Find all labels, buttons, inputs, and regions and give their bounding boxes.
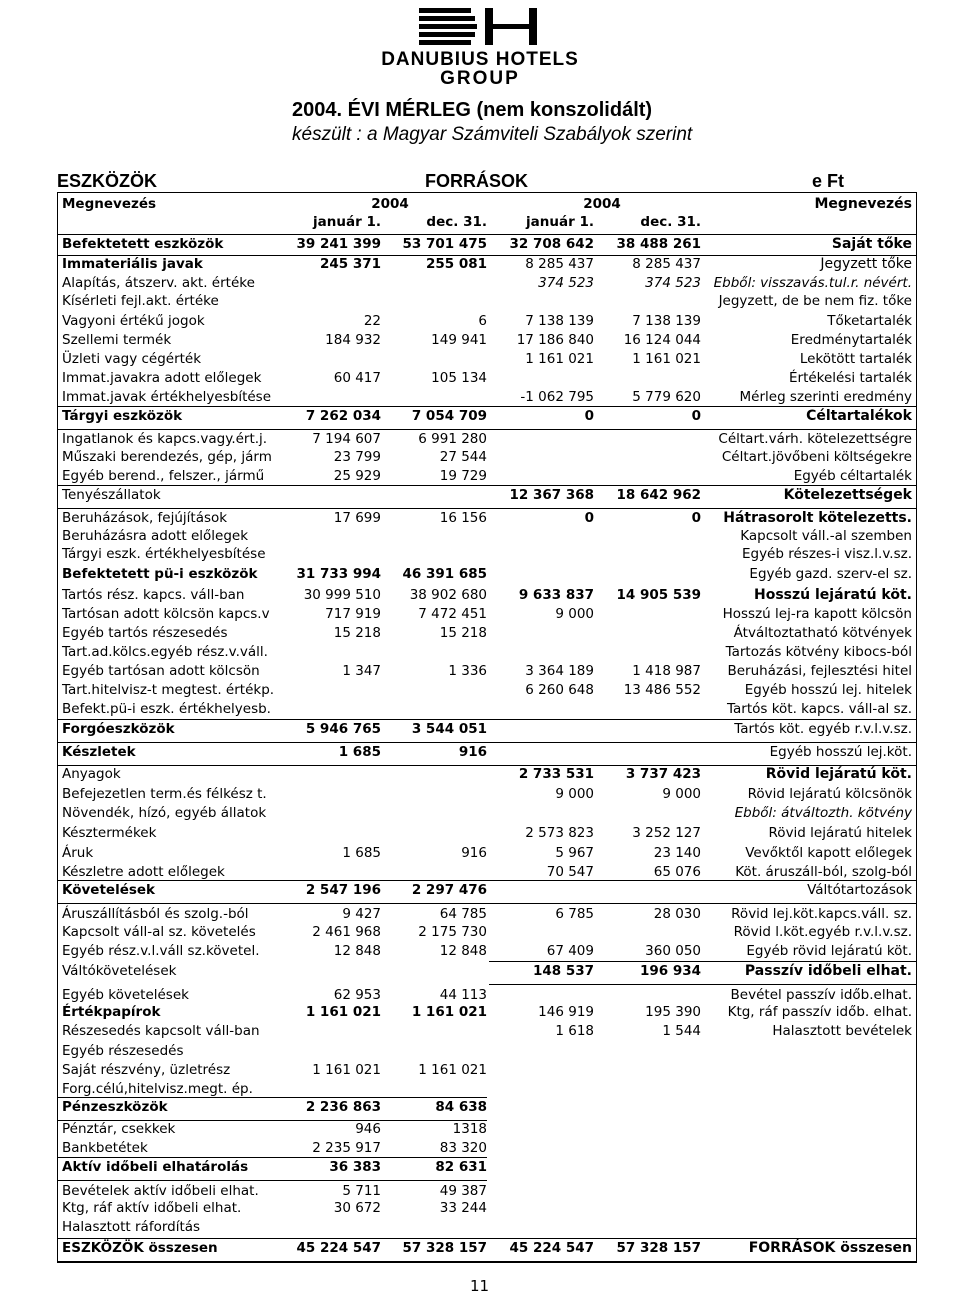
- cell-col5: Egyéb részes-i visz.l.v.sz.: [741, 546, 912, 562]
- cell-col2: 1 336: [448, 663, 487, 679]
- cell-col4: 28 030: [653, 906, 701, 922]
- cell-col3: 70 547: [546, 864, 594, 880]
- cell-col5: Eredménytartalék: [790, 332, 912, 348]
- table-row: [57, 766, 917, 784]
- cell-col5: Átváltoztatható kötvények: [733, 625, 912, 641]
- cell-col5: Hosszú lejáratú köt.: [754, 587, 912, 603]
- cell-col2: 3 544 051: [411, 721, 487, 737]
- cell-col0: Beruházásra adott előlegek: [62, 528, 249, 544]
- cell-col0: Befejezetlen term.és félkész t.: [62, 786, 267, 802]
- document-title: 2004. ÉVI MÉRLEG (nem konszolidált): [292, 99, 653, 121]
- cell-col0: Késztermékek: [62, 825, 157, 841]
- table-row: [57, 625, 917, 643]
- cell-col1: 2 547 196: [305, 882, 381, 898]
- cell-col2: 1 161 021: [411, 1004, 487, 1020]
- cell-col4: 196 934: [639, 963, 701, 979]
- cell-col1: 946: [355, 1121, 381, 1137]
- liabilities-header: FORRÁSOK: [425, 171, 528, 191]
- cell-col1: 5 946 765: [305, 721, 381, 737]
- table-row: [57, 906, 917, 924]
- cell-col0: Kapcsolt váll-al sz. követelés: [62, 924, 256, 940]
- cell-col0: Ktg, ráf aktív időbeli elhat.: [62, 1200, 242, 1216]
- table-row: [57, 431, 917, 449]
- table-row: [57, 256, 917, 274]
- table-row: [57, 293, 917, 311]
- cell-col3: 374 523: [538, 275, 594, 291]
- cell-col2: 15 218: [439, 625, 487, 641]
- cell-col0: Értékpapírok: [62, 1004, 161, 1020]
- cell-col5: Passzív időbeli elhat.: [744, 963, 912, 979]
- cell-col0: Tartós rész. kapcs. váll-ban: [62, 587, 245, 603]
- cell-col5: Egyéb hosszú lej.köt.: [769, 744, 912, 760]
- cell-col5: Céltart.várh. kötelezettségre: [718, 431, 912, 447]
- logo-line2: GROUP: [440, 68, 520, 89]
- cell-col1: 22: [363, 313, 381, 329]
- cell-col0: Immat.javak értékhelyesbítése: [62, 389, 272, 405]
- table-row: [57, 987, 917, 1005]
- cell-col0: Váltókövetelések: [62, 963, 177, 979]
- cell-col2: 83 320: [439, 1140, 487, 1156]
- cell-col5: Mérleg szerinti eredmény: [739, 389, 912, 405]
- cell-col3: -1 062 795: [520, 389, 594, 405]
- cell-col5: Értékelési tartalék: [788, 370, 912, 386]
- cell-col0: Részesedés kapcsolt váll-ban: [62, 1023, 260, 1039]
- cell-col0: Készletek: [62, 744, 136, 760]
- cell-col1: 12 848: [333, 943, 381, 959]
- cell-col5: Kötelezettségek: [783, 487, 912, 503]
- table-row: [57, 1099, 917, 1119]
- cell-col3: 9 000: [555, 606, 594, 622]
- cell-col3: 2 733 531: [518, 766, 594, 782]
- cell-col0: Befektetett pü-i eszközök: [62, 566, 258, 582]
- cell-col4: 0: [691, 510, 701, 526]
- cell-col5: Halasztott bevételek: [772, 1023, 912, 1039]
- cell-col4: dec. 31.: [640, 214, 701, 230]
- cell-col2: 2 297 476: [411, 882, 487, 898]
- cell-col3: 8 285 437: [525, 256, 594, 272]
- cell-col5: Egyéb hosszú lej. hitelek: [744, 682, 912, 698]
- table-row: [57, 744, 917, 764]
- table-row: [57, 1240, 917, 1260]
- cell-col0: Egyéb követelések: [62, 987, 189, 1003]
- table-row: [57, 1200, 917, 1218]
- cell-col1: 7 262 034: [305, 408, 381, 424]
- cell-col0: Növendék, hízó, egyéb állatok: [62, 805, 267, 821]
- cell-col1: 1 685: [342, 845, 381, 861]
- cell-col1: 25 929: [333, 468, 381, 484]
- cell-col5: Céltart.jövőbeni költségekre: [721, 449, 912, 465]
- cell-col0: Kísérleti fejl.akt. értéke: [62, 293, 219, 309]
- cell-col5: Rövid lej.köt.kapcs.váll. sz.: [731, 906, 912, 922]
- cell-col0: Egyéb részesedés: [62, 1043, 184, 1059]
- cell-col0: Aktív időbeli elhatárolás: [62, 1159, 249, 1175]
- cell-col0: Alapítás, átszerv. akt. értéke: [62, 275, 255, 291]
- table-row: [57, 468, 917, 486]
- cell-col5: Rövid l.köt.egyéb r.v.l.v.sz.: [733, 924, 912, 940]
- cell-col1: 15 218: [333, 625, 381, 641]
- table-row: [57, 1023, 917, 1041]
- cell-col2: 33 244: [439, 1200, 487, 1216]
- cell-col0: Tenyészállatok: [62, 487, 161, 503]
- table-row: [57, 449, 917, 467]
- cell-col5: Bevétel passzív időb.elhat.: [730, 987, 912, 1003]
- cell-col3: 7 138 139: [525, 313, 594, 329]
- cell-col5: Megnevezés: [814, 196, 912, 212]
- cell-col2: 149 941: [431, 332, 487, 348]
- cell-col3: 1 161 021: [525, 351, 594, 367]
- table-row: [57, 196, 917, 214]
- cell-col0: Halasztott ráfordítás: [62, 1219, 201, 1235]
- cell-col2: 49 387: [439, 1183, 487, 1199]
- cell-col2: 6 991 280: [418, 431, 487, 447]
- cell-col1: 184 932: [325, 332, 381, 348]
- cell-col4: 57 328 157: [616, 1240, 701, 1256]
- table-row: [57, 805, 917, 823]
- cell-col0: Tart.ad.kölcs.egyéb rész.v.váll.: [62, 644, 268, 660]
- cell-col1: 1 685: [338, 744, 381, 760]
- table-row: [57, 924, 917, 942]
- cell-col1: 1 347: [342, 663, 381, 679]
- table-row: [57, 786, 917, 804]
- cell-col5: Ebből: visszavás.tul.r. névért.: [713, 275, 912, 291]
- cell-col3: 17 186 840: [516, 332, 594, 348]
- cell-col3: 9 000: [555, 786, 594, 802]
- cell-col0: Egyéb berend., felszer., jármű: [62, 468, 265, 484]
- cell-col2: dec. 31.: [426, 214, 487, 230]
- table-row: [57, 275, 917, 293]
- cell-col0: Befektetett eszközök: [62, 236, 224, 252]
- cell-col5: Egyéb rövid lejáratú köt.: [746, 943, 912, 959]
- table-row: [57, 370, 917, 388]
- table-row: [57, 1062, 917, 1080]
- table-row: [57, 236, 917, 254]
- cell-col3: 6 785: [555, 906, 594, 922]
- table-row: [57, 1121, 917, 1139]
- cell-col3: 67 409: [546, 943, 594, 959]
- cell-col0: Egyéb tartósan adott kölcsön: [62, 663, 260, 679]
- table-row: [57, 528, 917, 546]
- row-rule: [57, 406, 917, 430]
- cell-col5: Rövid lejáratú kölcsönök: [747, 786, 912, 802]
- cell-col5: Beruházási, fejlesztési hitel: [727, 663, 912, 679]
- cell-col0: Megnevezés: [62, 196, 157, 212]
- cell-col2: 57 328 157: [402, 1240, 487, 1256]
- cell-col1: 717 919: [325, 606, 381, 622]
- table-row: [57, 408, 917, 428]
- cell-col0: Szellemi termék: [62, 332, 172, 348]
- cell-col3: 32 708 642: [509, 236, 594, 252]
- cell-col5: Vevőktől kapott előlegek: [745, 845, 912, 861]
- cell-col3: 148 537: [532, 963, 594, 979]
- cell-col3: 9 633 837: [518, 587, 594, 603]
- cell-col5: Rövid lejáratú köt.: [765, 766, 912, 782]
- cell-col5: Jegyzett tőke: [820, 256, 912, 272]
- cell-col2: 44 113: [439, 987, 487, 1003]
- cell-col4: 9 000: [662, 786, 701, 802]
- cell-col3: 6 260 648: [525, 682, 594, 698]
- cell-col1: 245 371: [319, 256, 381, 272]
- cell-col4: 7 138 139: [632, 313, 701, 329]
- cell-col4: 1 418 987: [632, 663, 701, 679]
- table-row: [57, 845, 917, 863]
- cell-col2: 27 544: [439, 449, 487, 465]
- cell-col0: Műszaki berendezés, gép, járm: [62, 449, 272, 465]
- table-row: [57, 566, 917, 586]
- cell-col0: Követelések: [62, 882, 156, 898]
- cell-col1: 31 733 994: [296, 566, 381, 582]
- cell-col5: Egyéb gazd. szerv-el sz.: [749, 566, 912, 582]
- cell-col3: 0: [584, 408, 594, 424]
- cell-col4: 16 124 044: [623, 332, 701, 348]
- cell-col2: 64 785: [439, 906, 487, 922]
- cell-col4: 5 779 620: [632, 389, 701, 405]
- cell-col2: 84 638: [435, 1099, 487, 1115]
- cell-col2: 12 848: [439, 943, 487, 959]
- table-row: [57, 1183, 917, 1201]
- cell-col0: Egyéb tartós részesedés: [62, 625, 228, 641]
- cell-col0: Immat.javakra adott előlegek: [62, 370, 262, 386]
- cell-col0: Forgóeszközök: [62, 721, 175, 737]
- cell-col2: 1 161 021: [418, 1062, 487, 1078]
- cell-col0: Beruházások, fejújítások: [62, 510, 228, 526]
- cell-col0: Egyéb rész.v.l.váll sz.követel.: [62, 943, 260, 959]
- assets-header: ESZKÖZÖK: [57, 171, 158, 191]
- cell-col5: Ebből: átváltozth. kötvény: [734, 805, 912, 821]
- cell-col0: Anyagok: [62, 766, 121, 782]
- cell-col2: 105 134: [431, 370, 487, 386]
- table-row: [57, 644, 917, 662]
- table-row: [57, 332, 917, 350]
- cell-col1: 62 953: [333, 987, 381, 1003]
- table-row: [57, 663, 917, 681]
- cell-col2: 916: [461, 845, 487, 861]
- cell-col4: 2004: [583, 196, 621, 212]
- cell-col5: Köt. áruszáll-ból, szolg-ból: [735, 864, 912, 880]
- cell-col3: 2 573 823: [525, 825, 594, 841]
- cell-col0: Ingatlanok és kapcs.vagy.ért.j.: [62, 431, 268, 447]
- cell-col4: 13 486 552: [623, 682, 701, 698]
- page-number: 11: [470, 1277, 490, 1295]
- cell-col4: 195 390: [645, 1004, 701, 1020]
- cell-col2: 2004: [371, 196, 409, 212]
- cell-col0: Bankbetétek: [62, 1140, 148, 1156]
- cell-col4: 8 285 437: [632, 256, 701, 272]
- cell-col5: Hosszú lej-ra kapott kölcsön: [722, 606, 912, 622]
- cell-col4: 38 488 261: [616, 236, 701, 252]
- table-row: [57, 587, 917, 605]
- cell-col3: 3 364 189: [525, 663, 594, 679]
- cell-col4: 0: [691, 408, 701, 424]
- cell-col3: 146 919: [538, 1004, 594, 1020]
- cell-col3: 1 618: [555, 1023, 594, 1039]
- cell-col3: 12 367 368: [509, 487, 594, 503]
- cell-col0: Áruk: [62, 845, 94, 861]
- table-row: [57, 1159, 917, 1179]
- cell-col0: Készletre adott előlegek: [62, 864, 225, 880]
- cell-col2: 82 631: [435, 1159, 487, 1175]
- cell-col4: 3 737 423: [625, 766, 701, 782]
- cell-col0: Saját részvény, üzletrész: [62, 1062, 231, 1078]
- cell-col0: Tárgyi eszk. értékhelyesbítése: [62, 546, 266, 562]
- cell-col0: Pénztár, csekkek: [62, 1121, 176, 1137]
- cell-col0: Immateriális javak: [62, 256, 203, 272]
- table-row: [57, 882, 917, 902]
- cell-col1: 39 241 399: [296, 236, 381, 252]
- company-logo: [360, 6, 600, 90]
- cell-col1: 2 461 968: [312, 924, 381, 940]
- table-row: [57, 701, 917, 719]
- table-row: [57, 1219, 917, 1237]
- cell-col5: Saját tőke: [831, 236, 912, 252]
- cell-col5: Ktg, ráf passzív időb. elhat.: [727, 1004, 912, 1020]
- cell-col5: Tőketartalék: [827, 313, 912, 329]
- unit-header: e Ft: [812, 171, 845, 191]
- cell-col5: Céltartalékok: [806, 408, 912, 424]
- cell-col4: 3 252 127: [632, 825, 701, 841]
- table-row: [57, 546, 917, 564]
- table-row: [57, 943, 917, 961]
- cell-col4: 14 905 539: [616, 587, 701, 603]
- cell-col5: Váltótartozások: [807, 882, 912, 898]
- table-row: [57, 963, 917, 983]
- document-subtitle: készült : a Magyar Számviteli Szabályok szerint: [292, 124, 693, 145]
- table-row: [57, 1043, 917, 1061]
- cell-col4: 18 642 962: [616, 487, 701, 503]
- table-row: [57, 351, 917, 369]
- cell-col1: 23 799: [333, 449, 381, 465]
- cell-col2: 7 054 709: [411, 408, 487, 424]
- table-row: [57, 721, 917, 741]
- cell-col0: Áruszállításból és szolg.-ból: [62, 906, 249, 922]
- cell-col2: 2 175 730: [418, 924, 487, 940]
- cell-col0: Befekt.pü-i eszk. értékhelyesb.: [62, 701, 271, 717]
- cell-col3: 45 224 547: [509, 1240, 594, 1256]
- cell-col4: 374 523: [645, 275, 701, 291]
- cell-col4: 65 076: [653, 864, 701, 880]
- cell-col2: 7 472 451: [418, 606, 487, 622]
- cell-col1: 9 427: [342, 906, 381, 922]
- cell-col0: Vagyoni értékű jogok: [62, 313, 205, 329]
- cell-col0: ESZKÖZÖK összesen: [62, 1240, 218, 1256]
- danubius-logo-icon: [405, 6, 555, 50]
- cell-col0: Forg.célú,hitelvisz.megt. ép.: [62, 1081, 253, 1097]
- row-rule: [57, 880, 917, 904]
- cell-col2: 916: [458, 744, 487, 760]
- cell-col1: 2 236 863: [305, 1099, 381, 1115]
- cell-col1: 7 194 607: [312, 431, 381, 447]
- cell-col1: 60 417: [333, 370, 381, 386]
- cell-col1: 45 224 547: [296, 1240, 381, 1256]
- cell-col2: 16 156: [439, 510, 487, 526]
- cell-col2: 6: [478, 313, 487, 329]
- cell-col0: Pénzeszközök: [62, 1099, 168, 1115]
- cell-col2: 53 701 475: [402, 236, 487, 252]
- cell-col4: 1 544: [662, 1023, 701, 1039]
- table-row: [57, 606, 917, 624]
- cell-col5: Kapcsolt váll.-al szemben: [740, 528, 912, 544]
- cell-col1: 30 999 510: [303, 587, 381, 603]
- table-row: [57, 1140, 917, 1158]
- cell-col1: 30 672: [333, 1200, 381, 1216]
- cell-col0: Üzleti vagy cégérték: [62, 351, 202, 367]
- cell-col5: Lekötött tartalék: [799, 351, 912, 367]
- cell-col5: Hátrasorolt kötelezetts.: [723, 510, 912, 526]
- cell-col5: FORRÁSOK összesen: [748, 1240, 912, 1256]
- cell-col4: 23 140: [653, 845, 701, 861]
- cell-col2: 38 902 680: [409, 587, 487, 603]
- cell-col5: Jegyzett, de be nem fiz. tőke: [718, 293, 912, 309]
- logo-line1: DANUBIUS HOTELS: [381, 49, 579, 70]
- cell-col1: 1 161 021: [312, 1062, 381, 1078]
- cell-col5: Tartós köt. kapcs. váll-al sz.: [726, 701, 912, 717]
- table-row: [57, 1004, 917, 1022]
- table-row: [57, 682, 917, 700]
- cell-col0: Tart.hitelvisz-t megtest. értékp.: [62, 682, 275, 698]
- cell-col3: 5 967: [555, 845, 594, 861]
- cell-col2: 19 729: [439, 468, 487, 484]
- cell-col1: 17 699: [333, 510, 381, 526]
- cell-col5: Egyéb céltartalék: [793, 468, 912, 484]
- cell-col5: Tartós köt. egyéb r.v.l.v.sz.: [734, 721, 912, 737]
- cell-col5: Tartozás kötvény kibocs-ból: [725, 644, 912, 660]
- table-row: [57, 313, 917, 331]
- table-row: [57, 389, 917, 407]
- table-row: [57, 825, 917, 843]
- table-row: [57, 214, 917, 232]
- cell-col0: Bevételek aktív időbeli elhat.: [62, 1183, 259, 1199]
- cell-col5: Rövid lejáratú hitelek: [768, 825, 912, 841]
- cell-col3: január 1.: [526, 214, 594, 230]
- cell-col2: 46 391 685: [402, 566, 487, 582]
- cell-col4: 360 050: [645, 943, 701, 959]
- cell-col2: 1318: [452, 1121, 487, 1137]
- table-row: [57, 487, 917, 507]
- cell-col1: 1 161 021: [305, 1004, 381, 1020]
- cell-col1: 36 383: [329, 1159, 381, 1175]
- cell-col3: 0: [584, 510, 594, 526]
- cell-col0: Tartósan adott kölcsön kapcs.v: [62, 606, 270, 622]
- cell-col1: január 1.: [313, 214, 381, 230]
- table-row: [57, 510, 917, 528]
- cell-col0: Tárgyi eszközök: [62, 408, 183, 424]
- cell-col1: 2 235 917: [312, 1140, 381, 1156]
- cell-col4: 1 161 021: [632, 351, 701, 367]
- cell-col1: 5 711: [342, 1183, 381, 1199]
- cell-col2: 255 081: [425, 256, 487, 272]
